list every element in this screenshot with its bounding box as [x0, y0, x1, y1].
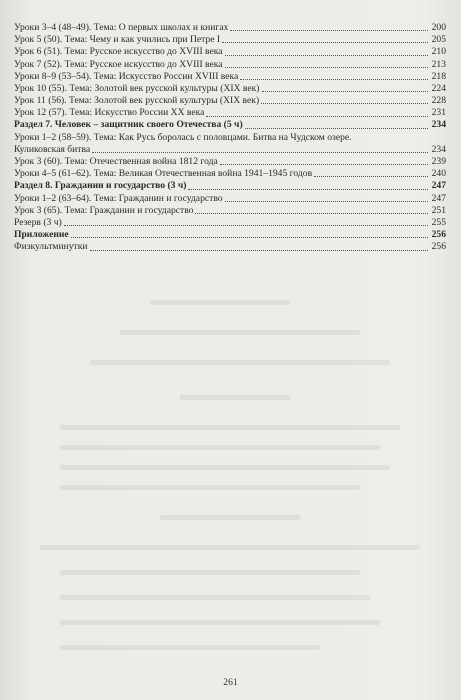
toc-entry-page: 247	[431, 192, 446, 204]
dot-leader	[71, 237, 428, 238]
toc-entry-title: Урок 11 (56). Тема: Золотой век русской культуры (XIX век)	[14, 95, 260, 107]
toc-entry	[14, 156, 446, 168]
toc-entry-title: Уроки 4–5 (61–62). Тема: Великая Отечественная война 1941–1945 годов	[14, 168, 313, 180]
toc-entry-title: Урок 3 (65). Тема: Гражданин и государство	[14, 204, 194, 216]
dot-leader	[64, 225, 428, 226]
dot-leader	[240, 79, 428, 80]
dot-leader	[261, 103, 428, 104]
dot-leader	[206, 116, 428, 117]
toc-entry	[14, 83, 446, 95]
toc-entry-page: 234	[431, 119, 446, 131]
dot-leader	[220, 164, 428, 165]
dot-leader	[222, 42, 428, 43]
toc-entry-title: Урок 5 (50). Тема: Чему и как учились при Петре I	[14, 34, 221, 46]
toc-entry	[14, 217, 446, 229]
toc-entry-page: 256	[431, 241, 446, 253]
toc-section-heading	[14, 180, 446, 192]
toc-entry-page: 251	[431, 204, 446, 216]
page-number: 261	[223, 677, 238, 688]
toc-entry-page: 240	[431, 168, 446, 180]
toc-section-heading	[14, 120, 446, 132]
dot-leader	[225, 201, 428, 202]
dot-leader	[314, 176, 428, 177]
toc-entry-title: Урок 10 (55). Тема: Золотой век русской культуры (XIX век)	[14, 82, 260, 94]
toc-entry-title: Куликовская битва	[14, 143, 91, 155]
toc-entry-title: Уроки 3–4 (48–49). Тема: О первых школах и книгах	[14, 21, 229, 33]
dot-leader	[230, 30, 428, 31]
toc-entry	[14, 71, 446, 83]
toc-entry-page: 231	[431, 107, 446, 119]
toc-entry-title: Уроки 8–9 (53–54). Тема: Искусство России XVIII века	[14, 70, 239, 82]
toc-entry-title: Урок 12 (57). Тема: Искусство России XX века	[14, 107, 205, 119]
toc-entry-title: Урок 7 (52). Тема: Русское искусство до XVIII века	[14, 58, 223, 70]
dot-leader	[92, 152, 428, 153]
toc-entry-title: Раздел 7. Человек – защитник своего Отечества (5 ч)	[14, 119, 243, 131]
dot-leader	[195, 213, 428, 214]
toc-entry-title: Приложение	[14, 229, 69, 241]
toc-entry-page: 213	[431, 58, 446, 70]
toc-entry	[14, 205, 446, 217]
toc-entry-page: 224	[431, 82, 446, 94]
toc-entry-page: 205	[431, 34, 446, 46]
toc-entry-title: Уроки 1–2 (58–59). Тема: Как Русь боролась с половцами. Битва на Чудском озере.	[14, 131, 352, 143]
dot-leader	[225, 55, 428, 56]
toc-entry	[14, 34, 446, 46]
toc-entry-page: 255	[431, 216, 446, 228]
toc-entry-title: Физкультминутки	[14, 241, 88, 253]
toc-entry-page: 239	[431, 156, 446, 168]
toc-entry	[14, 22, 446, 34]
dot-leader	[262, 91, 429, 92]
toc-entry-page: 218	[431, 70, 446, 82]
toc-entry	[14, 241, 446, 253]
toc-entry-page: 256	[431, 229, 446, 241]
table-of-contents	[14, 22, 446, 254]
toc-entry-title: Урок 3 (60). Тема: Отечественная война 1812 года	[14, 156, 218, 168]
toc-entry	[14, 144, 446, 156]
toc-entry	[14, 107, 446, 119]
toc-entry-page: 210	[431, 46, 446, 58]
toc-entry	[14, 59, 446, 71]
toc-entry-title: Резерв (3 ч)	[14, 216, 62, 228]
toc-entry-title: Раздел 8. Гражданин и государство (3 ч)	[14, 180, 187, 192]
toc-entry-page: 234	[431, 143, 446, 155]
toc-entry-title: Уроки 1–2 (63–64). Тема: Гражданин и государство	[14, 192, 223, 204]
toc-entry	[14, 132, 446, 144]
toc-section-heading	[14, 229, 446, 241]
toc-entry	[14, 95, 446, 107]
toc-entry-page: 247	[431, 180, 446, 192]
toc-entry-title: Урок 6 (51). Тема: Русское искусство до XVIII века	[14, 46, 223, 58]
toc-entry	[14, 168, 446, 180]
toc-entry-page: 228	[431, 95, 446, 107]
toc-entry	[14, 46, 446, 58]
dot-leader	[90, 250, 428, 251]
toc-entry-page: 200	[431, 21, 446, 33]
dot-leader	[188, 189, 428, 190]
toc-entry	[14, 193, 446, 205]
dot-leader	[225, 67, 428, 68]
dot-leader	[245, 128, 428, 129]
